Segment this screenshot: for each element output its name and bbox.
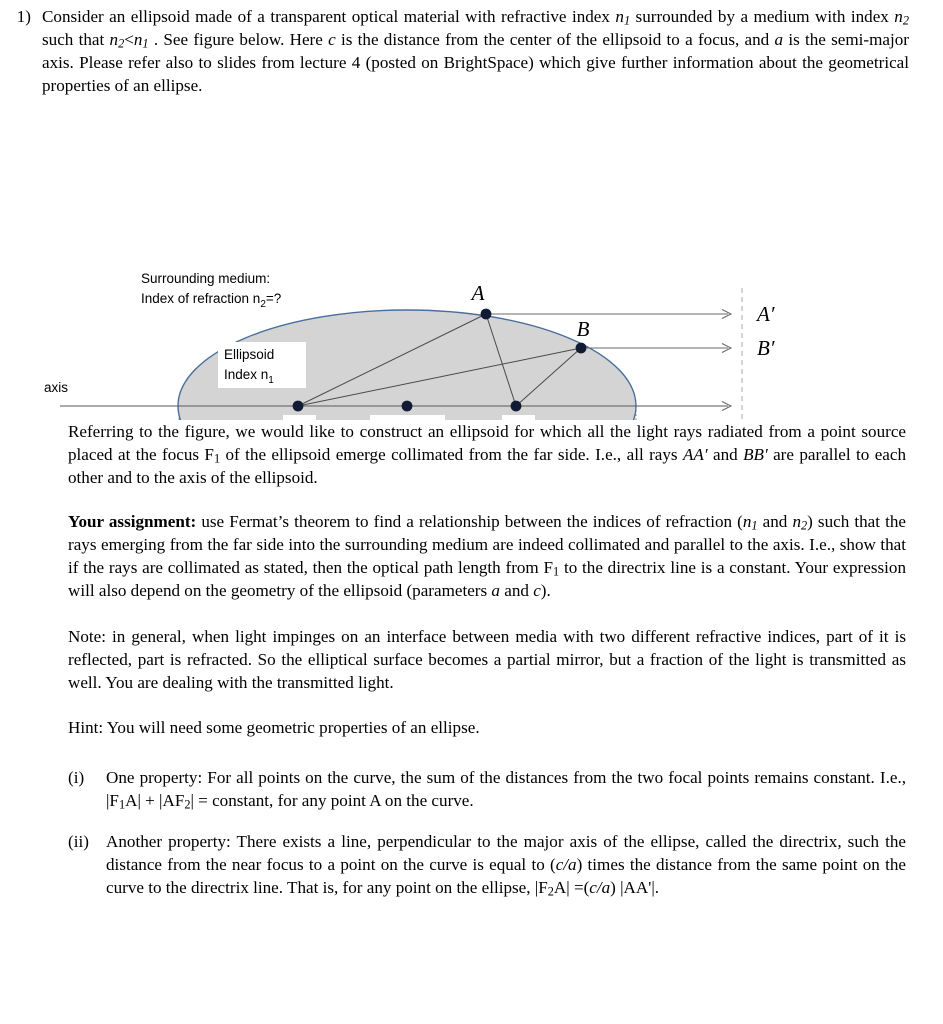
property-item-ii xyxy=(68,830,906,900)
surrounding-medium-line2: Index of refraction $n_2=$? xyxy=(141,290,282,310)
surrounding-medium-line1: Surrounding medium: xyxy=(141,270,271,286)
paragraph-assignment: Your assignment: use Fermat’s theorem to find a relationship between the indices of refraction ($n_1$ and $n_2$) such that the rays emerging from the far side into the surrounding medium are indeed collimated and parallel to the axis. I.e., show that if the rays are collimated as stated, then the optical path length from $F_1$ to the directrix line is a constant. Your expression will also depend on the geometry of the ellipsoid (parameters a and c). xyxy=(68,511,906,601)
question-text: Consider an ellipsoid made of a transparent optical material with refractive index $n_1$ surrounded by a medium with index $n_2$ such that $n_2<n_1$ . See figure below. Here c is the distance from the center of the ellipsoid to a focus, and a is the semi-major axis. Please refer also to slides from lecture 4 (posted on BrightSpace) which give further information about the geometrical properties of an ellipse. xyxy=(42,7,909,95)
point-a-label: A xyxy=(471,280,485,305)
center-dot xyxy=(402,401,413,412)
question-1 xyxy=(10,6,909,98)
focus-1-dot xyxy=(293,401,304,412)
property-text-i: One property: For all points on the curve, the sum of the distances from the two focal points remains constant. I.e., $|F_1A| + |AF_2|$ = constant, for any point A on the curve. xyxy=(106,767,906,812)
point-a-dot xyxy=(481,309,492,320)
paragraph-referring: Referring to the figure, we would like to construct an ellipsoid for which all the light rays radiated from a point source placed at the focus $F_1$ of the ellipsoid emerge collimated from the far side. I.e., all rays AA′ and BB′ are parallel to each other and to the axis of the ellipsoid. xyxy=(68,421,907,488)
property-text-ii: Another property: There exists a line, perpendicular to the major axis of the ellipse, called the directrix, such the distance from the near focus to a point on the curve is equal to (c/a) times the distance from the same point on the curve to the directrix line. That is, for any point on the ellipse, $|F_2A| =(c/a)$ |AA'|. xyxy=(106,831,906,900)
question-number: 1) xyxy=(16,7,31,26)
property-marker-i: (i) xyxy=(68,767,85,787)
assignment-lead: Your assignment: xyxy=(68,511,197,531)
property-item-i xyxy=(68,766,906,812)
focus-2-label-bg xyxy=(502,415,535,420)
property-marker-ii: (ii) xyxy=(68,831,89,851)
ellipsoid-label-line2: Index $n_1$ xyxy=(224,366,274,386)
focus-2-dot xyxy=(511,401,522,412)
paragraph-hint: Hint: You will need some geometric properties of an ellipse. xyxy=(68,718,480,738)
paragraph-note: Note: in general, when light impinges on an interface between media with two different refractive indices, part of it is reflected, part is refracted. So the elliptical surface becomes a partial mirror, but a fraction of the light is transmitted as well. You are dealing with the transmitted light. xyxy=(68,626,906,693)
focus-1-label-bg xyxy=(283,415,316,420)
ray-b-prime-label: B′ xyxy=(757,335,775,360)
ellipsoid-label-line1: Ellipsoid xyxy=(224,346,275,362)
point-b-label: B xyxy=(576,316,590,341)
point-b-dot xyxy=(576,343,587,354)
ellipse-diagram xyxy=(0,120,943,420)
ray-a-prime-label: A′ xyxy=(757,301,775,326)
axis-label: axis xyxy=(44,379,69,395)
center-label-bg xyxy=(370,415,445,420)
